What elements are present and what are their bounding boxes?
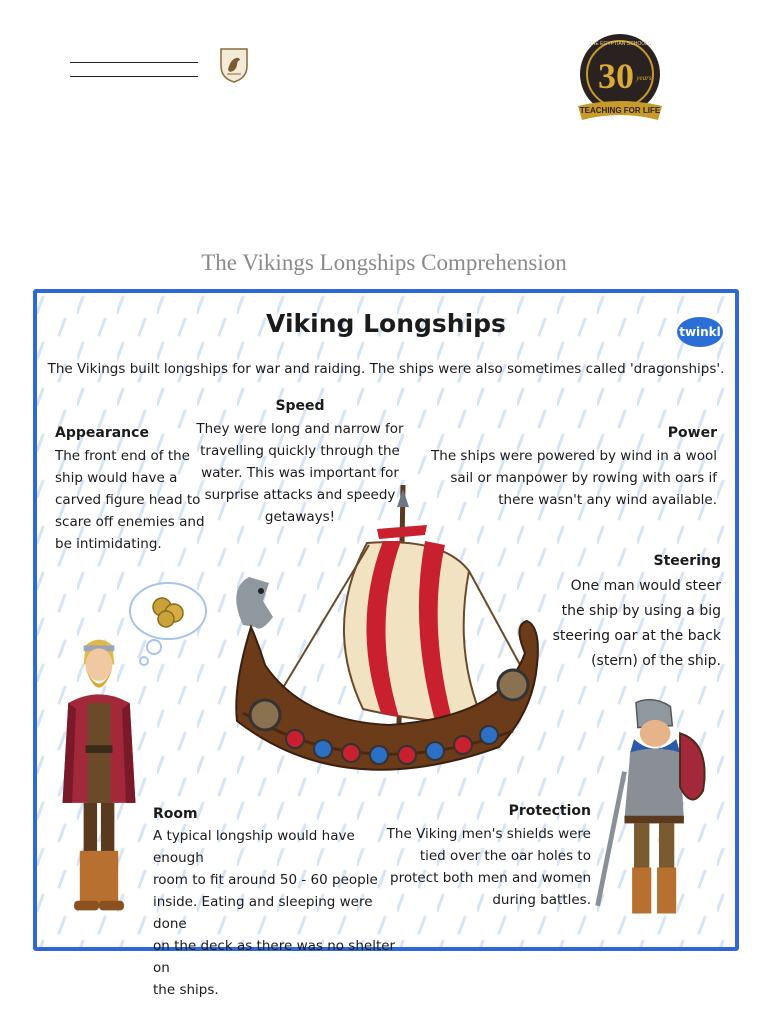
- viking-warrior-icon: [593, 695, 723, 925]
- poster-intro: The Vikings built longships for war and raiding. The ships were also sometimes called 'dragonships'.: [47, 361, 725, 377]
- power-text: The ships were powered by wind in a wool sail or manpower by rowing with oars if there wasn't any wind available.: [431, 448, 717, 508]
- twinkl-logo: twinkl: [677, 317, 723, 347]
- viking-longships-poster: [33, 289, 739, 998]
- school-crest-icon: [218, 46, 250, 84]
- steering-heading: Steering: [653, 553, 721, 569]
- document-title: The Vikings Longships Comprehension: [201, 250, 567, 275]
- appearance-heading: Appearance: [55, 425, 149, 441]
- anniversary-logo: [572, 30, 668, 126]
- room-text: A typical longship would have enough room to fit around 50 - 60 people inside. Eating and sleeping were done on the deck as there was no shelter on the ships.: [153, 828, 396, 998]
- anniversary-number: 30: [598, 56, 634, 96]
- anniversary-arc-text: THE EGYPTIAN SCHOOLS: [588, 41, 652, 47]
- name-line-2: [70, 76, 198, 77]
- longship-icon: [213, 485, 553, 815]
- appearance-text: The front end of the ship would have a carved figure head to scare off enemies and be intimidating.: [55, 448, 205, 552]
- room-heading: Room: [153, 806, 198, 822]
- viking-chief-icon: [51, 631, 147, 921]
- poster-title: Viking Longships: [266, 309, 506, 338]
- anniversary-ribbon-text: TEACHING FOR LIFE: [579, 106, 661, 115]
- anniversary-word: years: [636, 74, 652, 82]
- steering-text: One man would steer the ship by using a big steering oar at the back (stern) of the ship.: [552, 578, 721, 669]
- speed-text: They were long and narrow for travelling quickly through the water. This was important for surprise attacks and speedy getaways!: [196, 421, 404, 525]
- speed-heading: Speed: [275, 398, 325, 414]
- protection-heading: Protection: [508, 803, 591, 819]
- protection-text: The Viking men's shields were tied over the oar holes to protect both men and women during battles.: [386, 826, 591, 908]
- power-heading: Power: [667, 425, 717, 441]
- name-line-1: [70, 62, 198, 63]
